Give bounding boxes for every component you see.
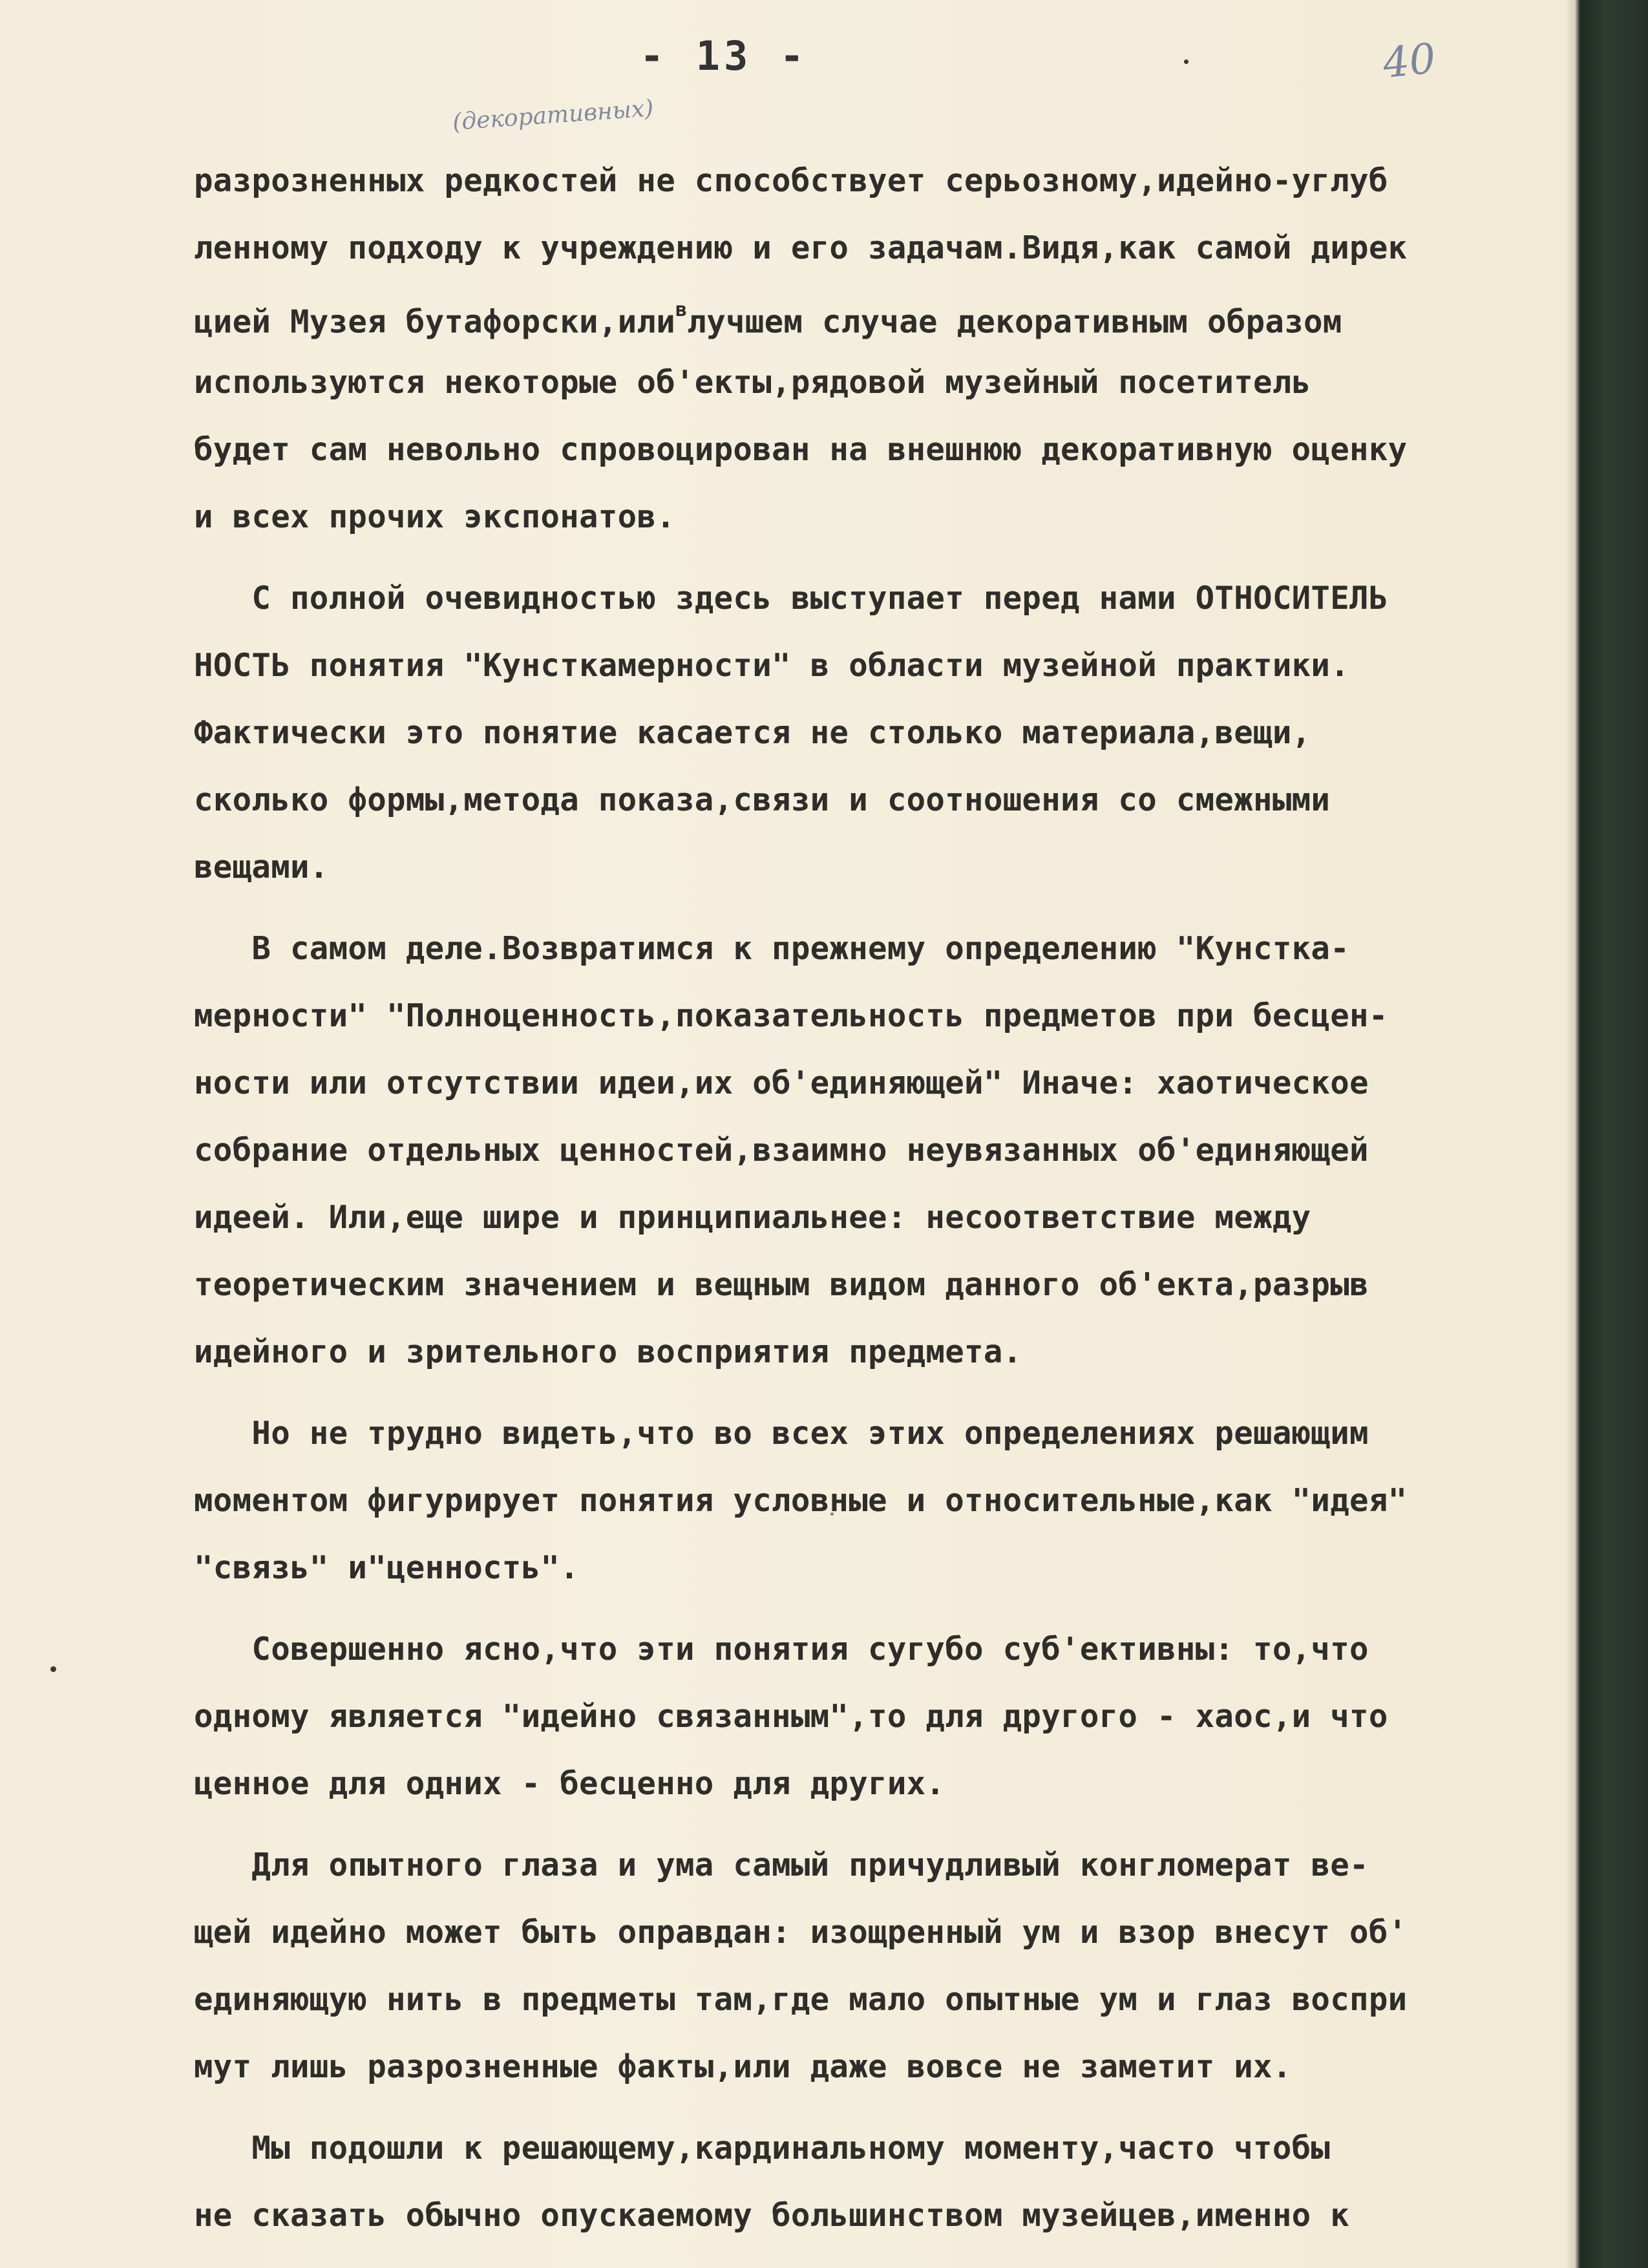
handwritten-margin-note: (декоративных) [451,95,655,136]
text-line: единяющую нить в предметы там,где мало опытные ум и глаз воспри [194,1981,1408,2018]
page-header [0,26,1567,90]
text-line: Фактически это понятие касается не столько материала,вещи, [194,714,1311,751]
text-line [194,282,1564,349]
text-line: НОСТЬ понятия "Кунсткамерности" в области музейной практики. [194,647,1350,684]
scanner-backdrop [1567,0,1648,2268]
text-line: ленному подходу к учреждению и его задачам.Видя,как самой дирек [194,229,1408,266]
text-line: идеей. Или,еще шире и принципиальнее: несоответствие между [194,1199,1311,1236]
text-line: сколько формы,метода показа,связи и соотношения со смежными [194,781,1331,818]
ink-dot [50,1666,56,1672]
text-line: "связь" и"ценность". [194,1549,580,1586]
typed-body-text [194,147,1564,2249]
text-line: ности или отсутствии идеи,их об'единяющей" Иначе: хаотическое [194,1065,1369,1101]
superscript-insertion: в [675,299,688,321]
text-line: Совершенно ясно,что эти понятия сугубо суб'ективны: то,что [194,1631,1369,1668]
archive-folio-mark: 40 [1380,34,1439,89]
paragraph [194,2115,1564,2249]
text-line: мут лишь разрозненные факты,или даже вовсе не заметит их. [194,2048,1292,2085]
text-line: не сказать обычно опускаемому большинством музейцев,именно к [194,2197,1350,2234]
text-line: Для опытного глаза и ума самый причудливый конгломерат ве- [194,1847,1369,1883]
text-line: мерности" "Полноценность,показательность предметов при бесцен- [194,997,1388,1034]
text-line: моментом фигурирует понятия условные и относительные,как "идея" [194,1482,1408,1519]
text-line: идейного и зрительного восприятия предмета. [194,1333,1022,1370]
text-line: вещами. [194,849,329,885]
paragraph [194,565,1564,901]
text-line: одному является "идейно связанным",то для другого - хаос,и что [194,1698,1388,1735]
text-line: разрозненных редкостей не способствует серьозному,идейно-углуб [194,162,1388,199]
text-line: будет сам невольно спровоцирован на внешнюю декоративную оценку [194,431,1408,468]
text-line: Мы подошли к решающему,кардинальному моменту,часто чтобы [194,2130,1331,2167]
paragraph [194,147,1564,551]
text-line: ценное для одних - бесценно для других. [194,1765,945,1802]
paragraph [194,1400,1564,1602]
paragraph [194,1832,1564,2101]
text-line: используются некоторые об'екты,рядовой музейный посетитель [194,364,1311,401]
text-line: С полной очевидностью здесь выступает перед нами ОТНОСИТЕЛЬ [194,580,1388,617]
page-number: - 13 - [640,32,808,79]
text-line: и всех прочих экспонатов. [194,498,676,535]
text-line: Но не трудно видеть,что во всех этих определениях решающим [194,1415,1369,1452]
text-line: В самом деле.Возвратимся к прежнему определению "Кунстка- [194,930,1350,967]
text-line: собрание отдельных ценностей,взаимно неувязанных об'единяющей [194,1132,1369,1169]
paragraph [194,915,1564,1386]
paragraph [194,1616,1564,1818]
ink-dot [1184,59,1188,64]
text-line-end: лучшем случае декоративным образом [687,303,1342,341]
text-line-start: цией Музея бутафорски,или [194,303,676,341]
text-line: щей идейно может быть оправдан: изощренный ум и взор внесут об' [194,1914,1408,1951]
text-line: теоретическим значением и вещным видом данного об'екта,разрыв [194,1266,1369,1303]
